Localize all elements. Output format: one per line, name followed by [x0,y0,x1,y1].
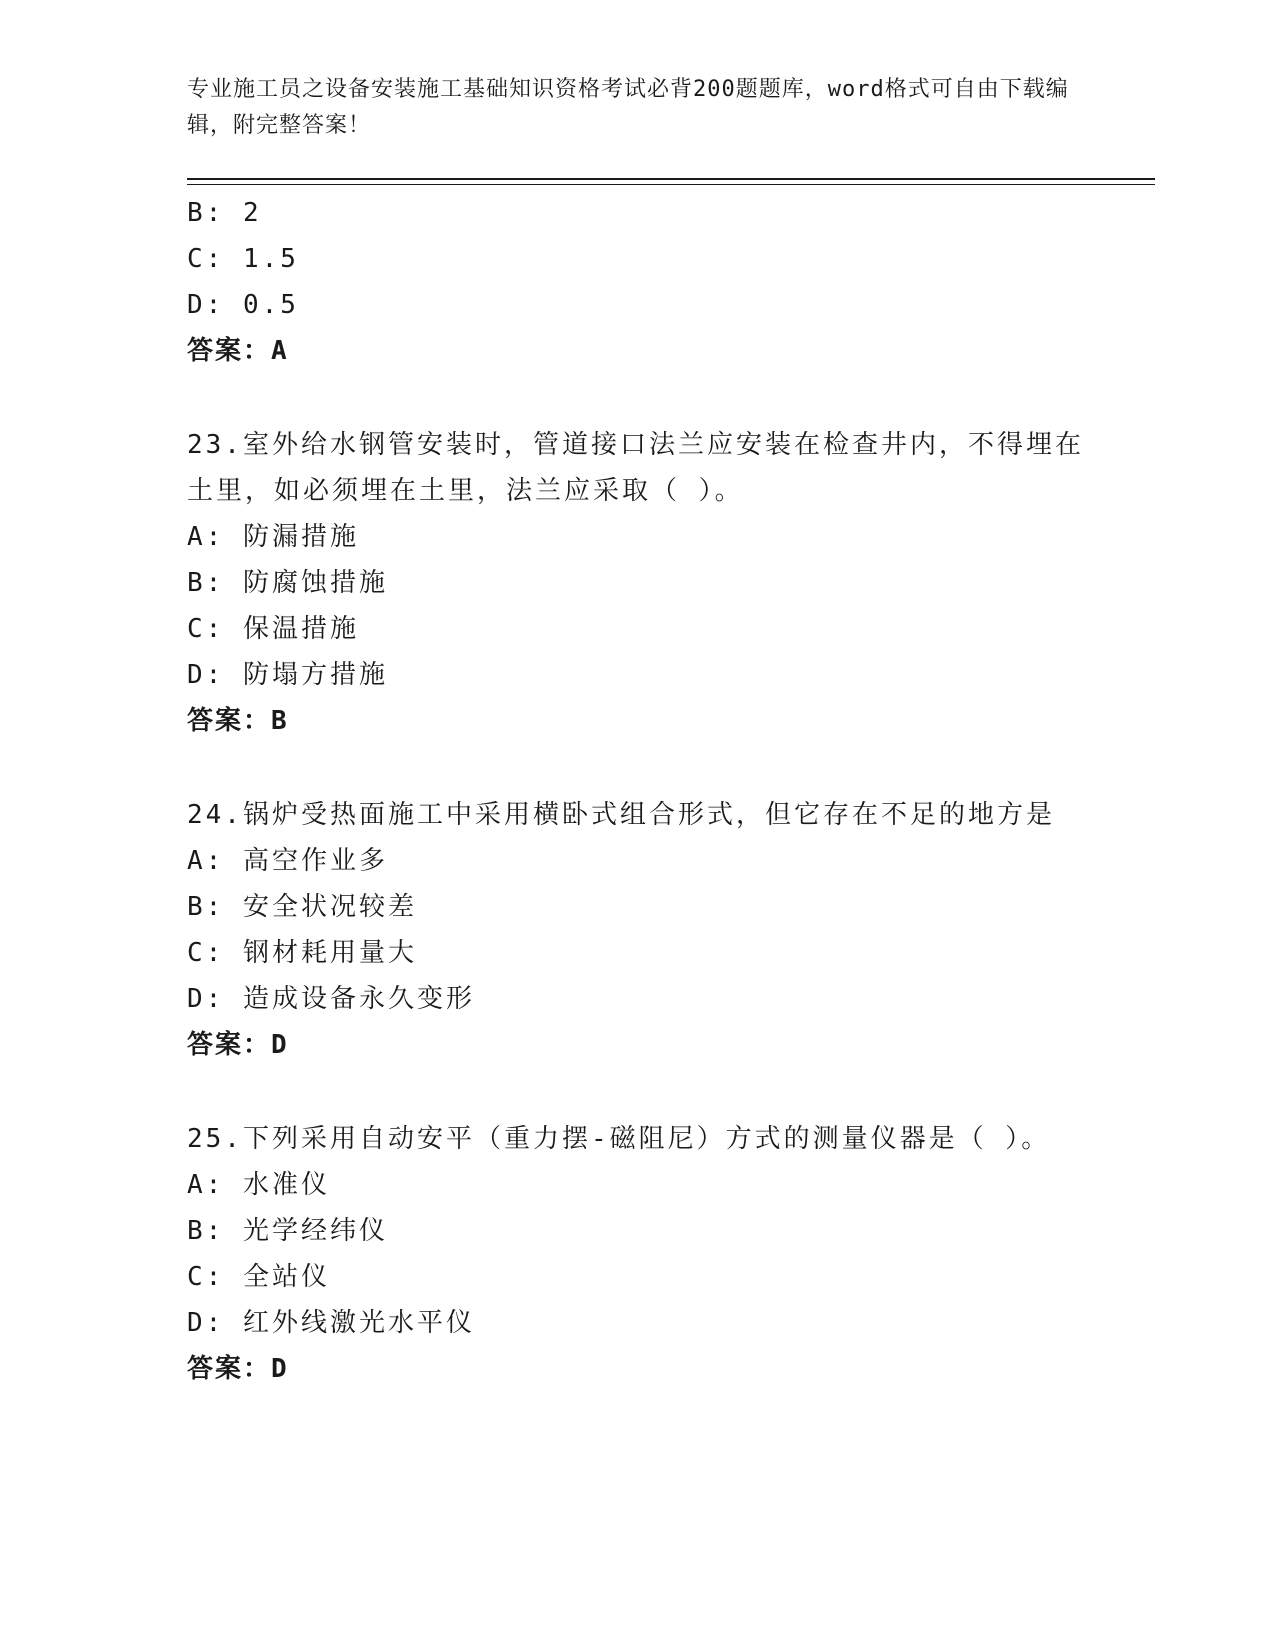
option-line: D: 红外线激光水平仪 [187,1308,475,1338]
option-line: D: 防塌方措施 [187,660,388,690]
header-divider-thick [187,178,1155,180]
document-header: 专业施工员之设备安装施工基础知识资格考试必背200题题库，word格式可自由下载编辑，附完整答案！ [187,77,1069,138]
option-line: D: 0.5 [187,290,299,320]
option-line: B: 2 [187,198,262,228]
option-line: B: 安全状况较差 [187,892,417,922]
option-line: A: 防漏措施 [187,522,359,552]
answer-line: 答案：D [187,1354,289,1384]
answer-line: 答案：D [187,1030,289,1060]
answer-line: 答案：A [187,336,289,366]
option-line: C: 保温措施 [187,614,359,644]
question-23-text: 23.室外给水钢管安装时，管道接口法兰应安装在检查井内，不得埋在土里，如必须埋在土里，法兰应采取（ ）。 [187,430,1084,506]
option-line: C: 钢材耗用量大 [187,938,417,968]
option-line: C: 1.5 [187,244,299,274]
question-25-text: 25.下列采用自动安平（重力摆-磁阻尼）方式的测量仪器是（ ）。 [187,1124,1051,1154]
option-line: B: 防腐蚀措施 [187,568,388,598]
question-content [187,190,1087,1392]
question-24-text: 24.锅炉受热面施工中采用横卧式组合形式，但它存在不足的地方是 [187,800,1055,830]
answer-line: 答案：B [187,706,289,736]
option-line: A: 高空作业多 [187,846,388,876]
header-divider-thin [187,184,1155,185]
option-line: B: 光学经纬仪 [187,1216,388,1246]
option-line: C: 全站仪 [187,1262,330,1292]
option-line: D: 造成设备永久变形 [187,984,475,1014]
option-line: A: 水准仪 [187,1170,330,1200]
